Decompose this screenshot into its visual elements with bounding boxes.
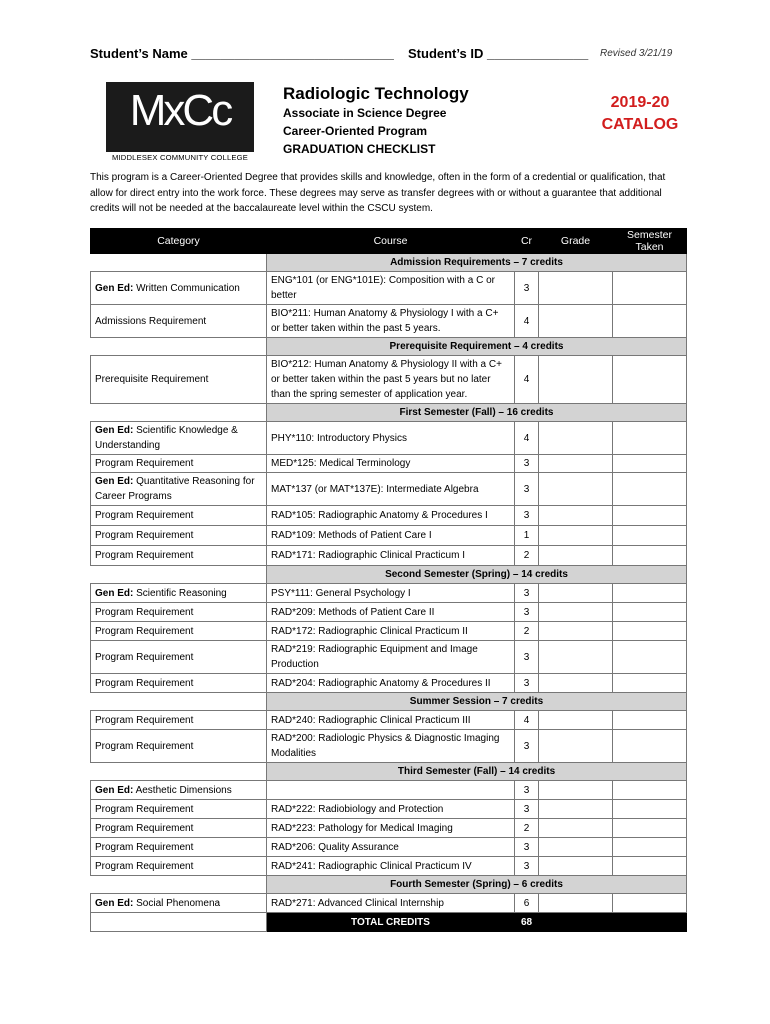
semester-taken-cell[interactable]: [613, 894, 687, 913]
semester-taken-cell[interactable]: [613, 455, 687, 473]
course-cell: RAD*241: Radiographic Clinical Practicum IV: [267, 857, 515, 876]
table-row: [91, 546, 687, 566]
table-row: [91, 526, 687, 546]
semester-taken-cell[interactable]: [613, 711, 687, 730]
category-label: Program Requirement: [95, 677, 194, 689]
category-cell: [91, 857, 267, 876]
total-row: [91, 913, 687, 932]
section-row: [91, 693, 687, 711]
gen-ed-prefix: Gen Ed:: [95, 282, 134, 294]
semester-taken-cell[interactable]: [613, 473, 687, 506]
category-cell: [91, 272, 267, 305]
semester-taken-cell[interactable]: [613, 622, 687, 641]
category-label: Program Requirement: [95, 841, 194, 853]
checklist-label: GRADUATION CHECKLIST: [283, 142, 436, 156]
header-grade: Grade: [539, 229, 613, 254]
course-cell: PSY*111: General Psychology I: [267, 584, 515, 603]
grade-cell[interactable]: [539, 506, 613, 526]
program-type: Career-Oriented Program: [283, 124, 428, 138]
grade-cell[interactable]: [539, 674, 613, 693]
credits-cell: 4: [515, 305, 539, 338]
credits-cell: 3: [515, 857, 539, 876]
category-cell: [91, 711, 267, 730]
gen-ed-prefix: Gen Ed:: [95, 587, 134, 599]
category-label: Admissions Requirement: [95, 315, 207, 327]
semester-taken-cell[interactable]: [613, 422, 687, 455]
category-cell: [91, 838, 267, 857]
course-cell: RAD*200: Radiologic Physics & Diagnostic Imaging Modalities: [267, 730, 515, 763]
table-row: [91, 622, 687, 641]
course-cell: RAD*171: Radiographic Clinical Practicum I: [267, 546, 515, 566]
grade-cell[interactable]: [539, 800, 613, 819]
grade-cell[interactable]: [539, 455, 613, 473]
semester-taken-cell[interactable]: [613, 506, 687, 526]
section-row: [91, 763, 687, 781]
credits-cell: 3: [515, 603, 539, 622]
category-cell: [91, 473, 267, 506]
grade-cell[interactable]: [539, 422, 613, 455]
course-cell: RAD*204: Radiographic Anatomy & Procedures II: [267, 674, 515, 693]
semester-taken-cell[interactable]: [613, 356, 687, 404]
category-label: Program Requirement: [95, 625, 194, 637]
section-row: [91, 876, 687, 894]
table-row: [91, 674, 687, 693]
catalog-badge: [600, 92, 680, 136]
category-label: Program Requirement: [95, 458, 194, 469]
category-cell: [91, 584, 267, 603]
credits-cell: 3: [515, 838, 539, 857]
credits-cell: 3: [515, 800, 539, 819]
intro-paragraph: This program is a Career-Oriented Degree that provides skills and knowledge, often in the form of a credential or qualification, that allow for direct entry into the work force. These degrees may serve as transfer degrees with or without a guarantee that additional credits will not be needed at the baccalaureate level within the CSCU system.: [90, 172, 666, 214]
header-course: Course: [267, 229, 515, 254]
section-title: First Semester (Fall) – 16 credits: [267, 404, 687, 422]
credits-cell: 1: [515, 526, 539, 546]
course-cell: RAD*206: Quality Assurance: [267, 838, 515, 857]
section-blank: [91, 763, 267, 781]
catalog-year: 2019-20: [610, 94, 670, 111]
course-cell: RAD*222: Radiobiology and Protection: [267, 800, 515, 819]
grade-cell[interactable]: [539, 857, 613, 876]
course-cell: RAD*223: Pathology for Medical Imaging: [267, 819, 515, 838]
total-blank: [91, 913, 267, 932]
category-label: Aesthetic Dimensions: [135, 784, 232, 796]
degree-label: Associate in Science Degree: [283, 106, 447, 120]
table-row: [91, 473, 687, 506]
table-row: [91, 356, 687, 404]
course-cell: RAD*172: Radiographic Clinical Practicum II: [267, 622, 515, 641]
gen-ed-prefix: Gen Ed:: [95, 476, 134, 487]
table-row: [91, 781, 687, 800]
grade-cell[interactable]: [539, 711, 613, 730]
table-header-row: [91, 229, 687, 254]
course-cell: RAD*219: Radiographic Equipment and Image Production: [267, 641, 515, 674]
course-cell: RAD*271: Advanced Clinical Internship: [267, 894, 515, 913]
section-blank: [91, 693, 267, 711]
table-row: [91, 800, 687, 819]
table-row: [91, 506, 687, 526]
course-cell: BIO*212: Human Anatomy & Physiology II with a C+ or better taken within the past 5 years but no later than the spring semester of application year.: [267, 356, 515, 404]
grade-cell[interactable]: [539, 526, 613, 546]
table-row: [91, 730, 687, 763]
revised-date: Revised 3/21/19: [600, 48, 673, 59]
category-cell: [91, 305, 267, 338]
credits-cell: 3: [515, 473, 539, 506]
category-cell: [91, 526, 267, 546]
credits-cell: 6: [515, 894, 539, 913]
logo-college-name: MIDDLESEX COMMUNITY COLLEGE: [106, 152, 254, 162]
section-title: Second Semester (Spring) – 14 credits: [267, 566, 687, 584]
category-label: Scientific Knowledge & Understanding: [95, 425, 238, 451]
category-cell: [91, 641, 267, 674]
category-cell: [91, 819, 267, 838]
credits-cell: 3: [515, 584, 539, 603]
course-cell: RAD*105: Radiographic Anatomy & Procedures I: [267, 506, 515, 526]
semester-taken-cell[interactable]: [613, 800, 687, 819]
credits-cell: 4: [515, 422, 539, 455]
gen-ed-prefix: Gen Ed:: [95, 897, 134, 909]
section-row: [91, 254, 687, 272]
grade-cell[interactable]: [539, 473, 613, 506]
grade-cell[interactable]: [539, 819, 613, 838]
course-cell: PHY*110: Introductory Physics: [267, 422, 515, 455]
credits-cell: 2: [515, 819, 539, 838]
semester-taken-cell[interactable]: [613, 305, 687, 338]
category-cell: [91, 603, 267, 622]
section-title: Summer Session – 7 credits: [267, 693, 687, 711]
grade-cell[interactable]: [539, 641, 613, 674]
credits-cell: 3: [515, 272, 539, 305]
grade-cell[interactable]: [539, 546, 613, 566]
table-row: [91, 422, 687, 455]
table-row: [91, 857, 687, 876]
table-row: [91, 305, 687, 338]
total-label: TOTAL CREDITS: [267, 913, 515, 932]
category-cell: [91, 800, 267, 819]
category-label: Program Requirement: [95, 510, 194, 521]
table-row: [91, 455, 687, 473]
checklist-table: [90, 228, 687, 932]
category-cell: [91, 422, 267, 455]
table-row: [91, 894, 687, 913]
table-row: [91, 838, 687, 857]
logo-mark: MxCc: [129, 86, 231, 135]
category-label: Program Requirement: [95, 803, 194, 815]
gen-ed-prefix: Gen Ed:: [95, 784, 134, 796]
credits-cell: 3: [515, 641, 539, 674]
course-cell: ENG*101 (or ENG*101E): Composition with a C or better: [267, 272, 515, 305]
category-label: Program Requirement: [95, 714, 194, 726]
course-cell: RAD*109: Methods of Patient Care I: [267, 526, 515, 546]
total-filler: [539, 913, 687, 932]
grade-cell[interactable]: [539, 838, 613, 857]
grade-cell[interactable]: [539, 305, 613, 338]
semester-taken-cell[interactable]: [613, 819, 687, 838]
student-id-field[interactable]: Student’s ID ______________: [408, 46, 589, 61]
section-title: Prerequisite Requirement – 4 credits: [267, 338, 687, 356]
table-row: [91, 272, 687, 305]
category-cell: [91, 781, 267, 800]
student-name-field[interactable]: Student’s Name ____________________________: [90, 46, 394, 61]
category-cell: [91, 506, 267, 526]
table-row: [91, 584, 687, 603]
table-row: [91, 819, 687, 838]
category-label: Program Requirement: [95, 530, 194, 541]
grade-cell[interactable]: [539, 894, 613, 913]
credits-cell: 3: [515, 730, 539, 763]
table-body: [91, 254, 687, 913]
course-cell[interactable]: [267, 781, 515, 800]
section-blank: [91, 404, 267, 422]
category-label: Program Requirement: [95, 606, 194, 618]
course-cell: BIO*211: Human Anatomy & Physiology I with a C+ or better taken within the past 5 years.: [267, 305, 515, 338]
grade-cell[interactable]: [539, 584, 613, 603]
course-cell: MAT*137 (or MAT*137E): Intermediate Algebra: [267, 473, 515, 506]
section-row: [91, 404, 687, 422]
category-cell: [91, 674, 267, 693]
category-label: Program Requirement: [95, 740, 194, 752]
section-title: Admission Requirements – 7 credits: [267, 254, 687, 272]
credits-cell: 4: [515, 356, 539, 404]
course-cell: MED*125: Medical Terminology: [267, 455, 515, 473]
header-semester-taken: Semester Taken: [613, 229, 687, 254]
section-blank: [91, 338, 267, 356]
table-row: [91, 711, 687, 730]
category-label: Program Requirement: [95, 651, 194, 663]
student-info-line: [90, 46, 690, 66]
category-cell: [91, 356, 267, 404]
grade-cell[interactable]: [539, 781, 613, 800]
grade-cell[interactable]: [539, 603, 613, 622]
category-label: Program Requirement: [95, 822, 194, 834]
program-title: Radiologic Technology: [283, 84, 469, 103]
category-cell: [91, 894, 267, 913]
grade-cell[interactable]: [539, 356, 613, 404]
grade-cell[interactable]: [539, 730, 613, 763]
total-value: 68: [515, 913, 539, 932]
section-title: Fourth Semester (Spring) – 6 credits: [267, 876, 687, 894]
category-label: Prerequisite Requirement: [95, 374, 209, 385]
catalog-label: CATALOG: [601, 116, 679, 133]
category-label: Program Requirement: [95, 860, 194, 872]
header-category: Category: [91, 229, 267, 254]
category-label: Program Requirement: [95, 550, 194, 561]
section-blank: [91, 566, 267, 584]
credits-cell: 3: [515, 781, 539, 800]
section-title: Third Semester (Fall) – 14 credits: [267, 763, 687, 781]
semester-taken-cell[interactable]: [613, 526, 687, 546]
semester-taken-cell[interactable]: [613, 272, 687, 305]
table-row: [91, 603, 687, 622]
category-cell: [91, 546, 267, 566]
college-logo: [106, 82, 254, 162]
credits-cell: 3: [515, 455, 539, 473]
category-label: Written Communication: [136, 282, 240, 294]
course-cell: RAD*240: Radiographic Clinical Practicum III: [267, 711, 515, 730]
category-label: Scientific Reasoning: [136, 587, 227, 599]
credits-cell: 2: [515, 546, 539, 566]
table-row: [91, 641, 687, 674]
semester-taken-cell[interactable]: [613, 857, 687, 876]
credits-cell: 4: [515, 711, 539, 730]
section-blank: [91, 876, 267, 894]
section-row: [91, 566, 687, 584]
credits-cell: 3: [515, 506, 539, 526]
grade-cell[interactable]: [539, 272, 613, 305]
course-cell: RAD*209: Methods of Patient Care II: [267, 603, 515, 622]
category-label: Social Phenomena: [136, 897, 221, 909]
section-blank: [91, 254, 267, 272]
grade-cell[interactable]: [539, 622, 613, 641]
semester-taken-cell[interactable]: [613, 641, 687, 674]
category-cell: [91, 730, 267, 763]
section-row: [91, 338, 687, 356]
gen-ed-prefix: Gen Ed:: [95, 425, 134, 436]
credits-cell: 3: [515, 674, 539, 693]
semester-taken-cell[interactable]: [613, 584, 687, 603]
credits-cell: 2: [515, 622, 539, 641]
semester-taken-cell[interactable]: [613, 674, 687, 693]
semester-taken-cell[interactable]: [613, 603, 687, 622]
category-cell: [91, 455, 267, 473]
semester-taken-cell[interactable]: [613, 838, 687, 857]
category-cell: [91, 622, 267, 641]
header-credits: Cr: [515, 229, 539, 254]
semester-taken-cell[interactable]: [613, 546, 687, 566]
category-label: Quantitative Reasoning for Career Programs: [95, 476, 255, 502]
semester-taken-cell[interactable]: [613, 730, 687, 763]
semester-taken-cell[interactable]: [613, 781, 687, 800]
